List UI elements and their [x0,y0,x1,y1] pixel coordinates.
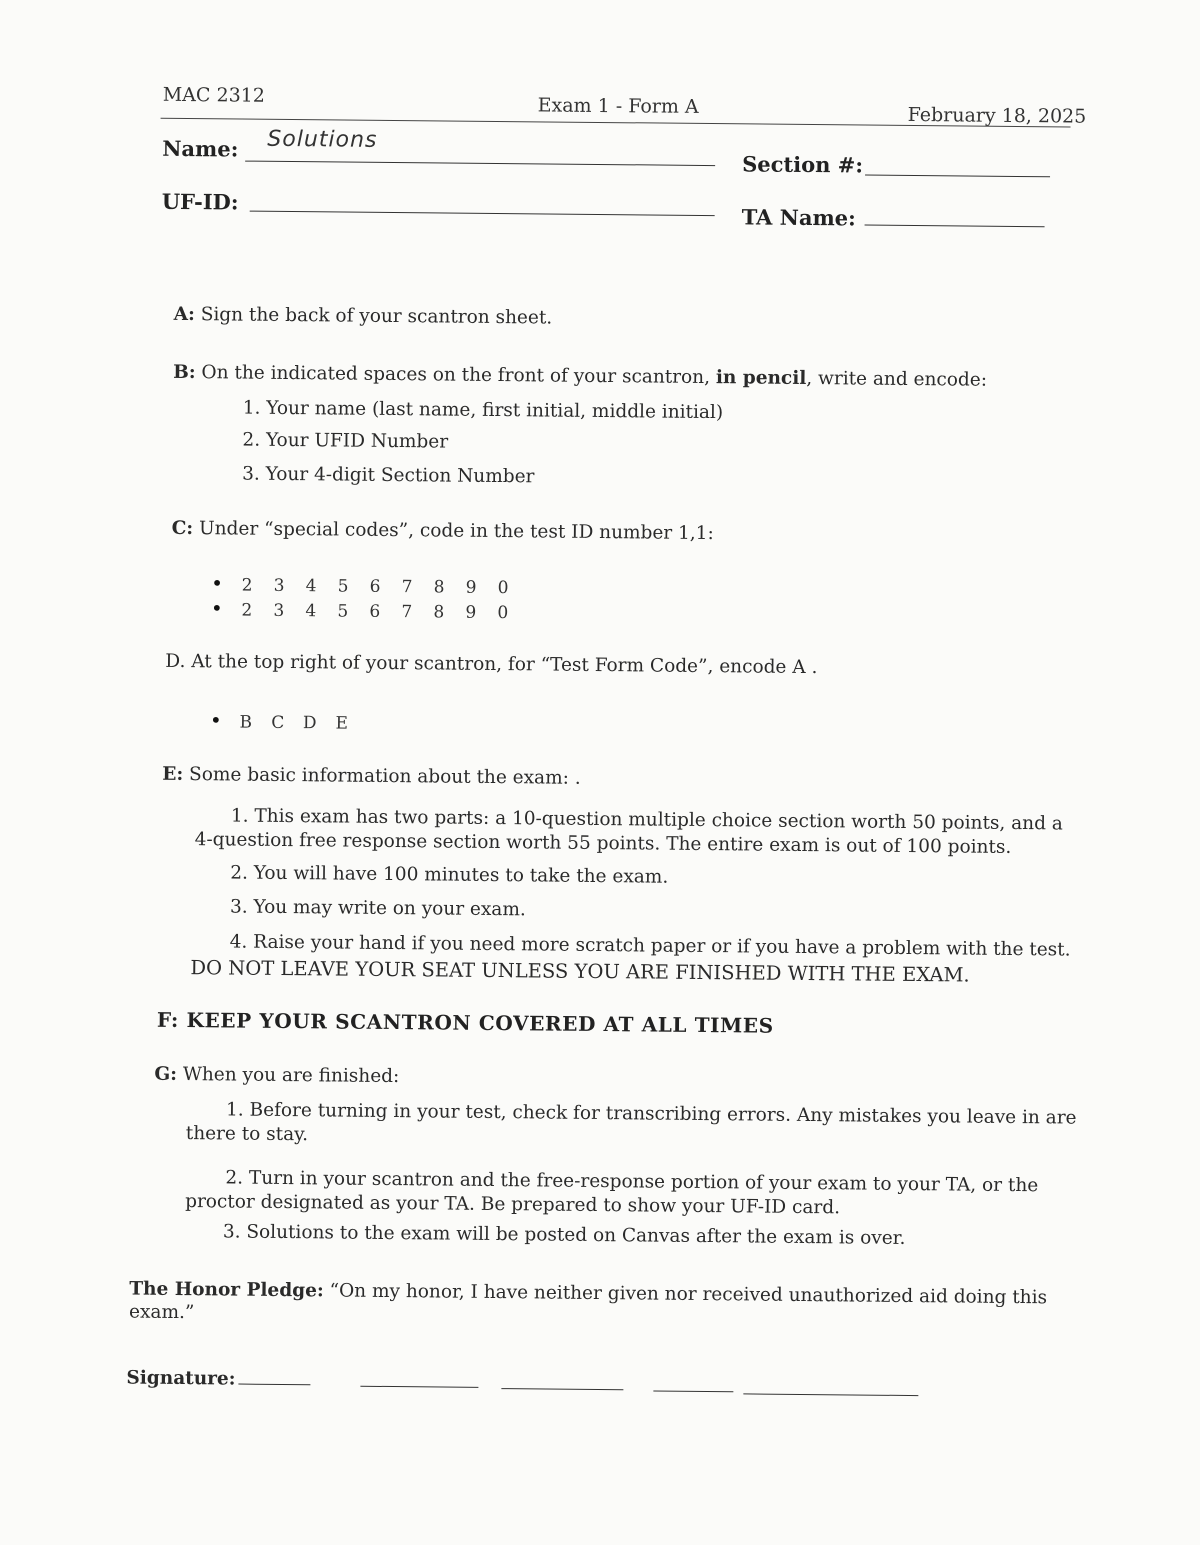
filled-bubble: • [210,596,223,621]
exam-title: Exam 1 - Form A [537,94,699,118]
instruction-g-item-1-line-2: there to stay. [185,1123,309,1146]
exam-date: February 18, 2025 [907,103,1087,128]
bubble-5: 5 [337,601,349,622]
bubble-6: 6 [369,576,381,597]
bubble-2: 2 [241,600,253,621]
instruction-c-text: Under “special codes”, code in the test ID number 1,1: [198,518,714,545]
instruction-d-text: At the top right of your scantron, for “Test Form Code”, encode A . [191,651,818,679]
bubble-6: 6 [369,601,381,622]
name-label: Name: [162,135,239,162]
instruction-e-tag: E: [162,763,184,786]
bubble-7: 7 [401,602,413,623]
form-code-row [202,708,358,733]
bubble-8: 8 [433,602,445,623]
section-label: Section #: [742,151,864,178]
instruction-b-tag: B: [173,361,196,384]
test-id-row-2 [203,596,519,623]
instruction-d [165,651,817,678]
instruction-g-item-3: 3. Solutions to the exam will be posted on Canvas after the exam is over. [222,1221,906,1249]
bubble-3: 3 [273,575,285,596]
ufid-line[interactable] [250,211,715,217]
honor-pledge-text-line-2: exam.” [129,1301,195,1324]
bubble-b: B [239,712,253,733]
instruction-a [174,304,553,329]
instruction-e [162,764,581,789]
instruction-g-tag: G: [154,1063,178,1085]
honor-pledge [129,1279,1047,1309]
bubble-2: 2 [241,575,253,596]
filled-bubble: • [209,708,222,733]
signature-line-segment[interactable] [238,1384,310,1386]
instruction-e-text: Some basic information about the exam: . [188,764,581,789]
instruction-a-text: Sign the back of your scantron sheet. [200,304,553,329]
instruction-g [154,1064,399,1087]
bubble-7: 7 [401,577,413,598]
signature-line-segment[interactable] [360,1386,478,1388]
instruction-b-text-pre: On the indicated spaces on the front of your scantron, [201,362,711,389]
instruction-e-item-2: 2. You will have 100 minutes to take the exam. [230,862,669,888]
bubble-5: 5 [337,576,349,597]
instruction-e-item-3: 3. You may write on your exam. [229,896,526,921]
honor-pledge-label: The Honor Pledge: [129,1278,324,1302]
bubble-4: 4 [305,576,317,597]
instruction-b [173,362,987,391]
instruction-e-item-1-line-2: 4-question free response section worth 55 points. The entire exam is out of 100 points. [194,829,1012,858]
bubble-4: 4 [305,601,317,622]
instruction-g-item-1-line-1: 1. Before turning in your test, check for transcribing errors. Any mistakes you leave in are [225,1099,1077,1129]
instruction-b-text-bold: in pencil [715,367,807,389]
course-code: MAC 2312 [162,83,265,107]
ufid-label: UF-ID: [161,188,239,215]
instruction-c [172,518,714,544]
honor-pledge-text-line-1: “On my honor, I have neither given nor received unauthorized aid doing this [329,1280,1048,1309]
instruction-f: F: KEEP YOUR SCANTRON COVERED AT ALL TIMES [156,1007,774,1038]
bubble-0: 0 [497,603,509,624]
instruction-b-item-2: 2. Your UFID Number [242,429,449,453]
instruction-b-item-3: 3. Your 4-digit Section Number [242,463,535,488]
name-handwritten: Solutions [267,126,378,153]
instruction-e-item-4-line-2: DO NOT LEAVE YOUR SEAT UNLESS YOU ARE FINISHED WITH THE EXAM. [190,956,970,987]
bubble-0: 0 [497,578,509,599]
instruction-e-item-4-line-1: 4. Raise your hand if you need more scratch paper or if you have a problem with the test. [229,931,1071,961]
signature-line-segment[interactable] [743,1393,918,1396]
signature-label: Signature: [126,1367,236,1390]
instruction-g-text: When you are finished: [182,1064,400,1088]
bubble-d: D [302,713,317,734]
instruction-g-item-2-line-2: proctor designated as your TA. Be prepared to show your UF-ID card. [185,1191,841,1219]
bubble-9: 9 [465,577,477,598]
signature-line-segment[interactable] [653,1391,733,1393]
instruction-e-item-1-line-1: 1. This exam has two parts: a 10-question multiple choice section worth 50 points, and a [230,805,1063,835]
instruction-c-tag: C: [171,517,194,540]
ta-name-label: TA Name: [741,204,856,231]
instruction-g-item-2-line-1: 2. Turn in your scantron and the free-response portion of your exam to your TA, or the [225,1167,1039,1197]
instruction-d-tag: D. [165,650,186,673]
bubble-3: 3 [273,600,285,621]
instruction-b-text-post: , write and encode: [806,367,988,391]
bubble-8: 8 [433,577,445,598]
instruction-a-tag: A: [173,303,195,326]
section-line[interactable] [865,175,1050,178]
bubble-c: C [271,712,285,733]
signature-line-segment[interactable] [501,1388,623,1390]
bubble-9: 9 [465,602,477,623]
ta-name-line[interactable] [865,225,1045,228]
test-id-row-1 [203,571,519,598]
instruction-b-item-1: 1. Your name (last name, first initial, middle initial) [242,397,724,424]
filled-bubble: • [211,571,224,596]
bubble-e: E [335,713,349,734]
name-line[interactable] [245,161,715,167]
